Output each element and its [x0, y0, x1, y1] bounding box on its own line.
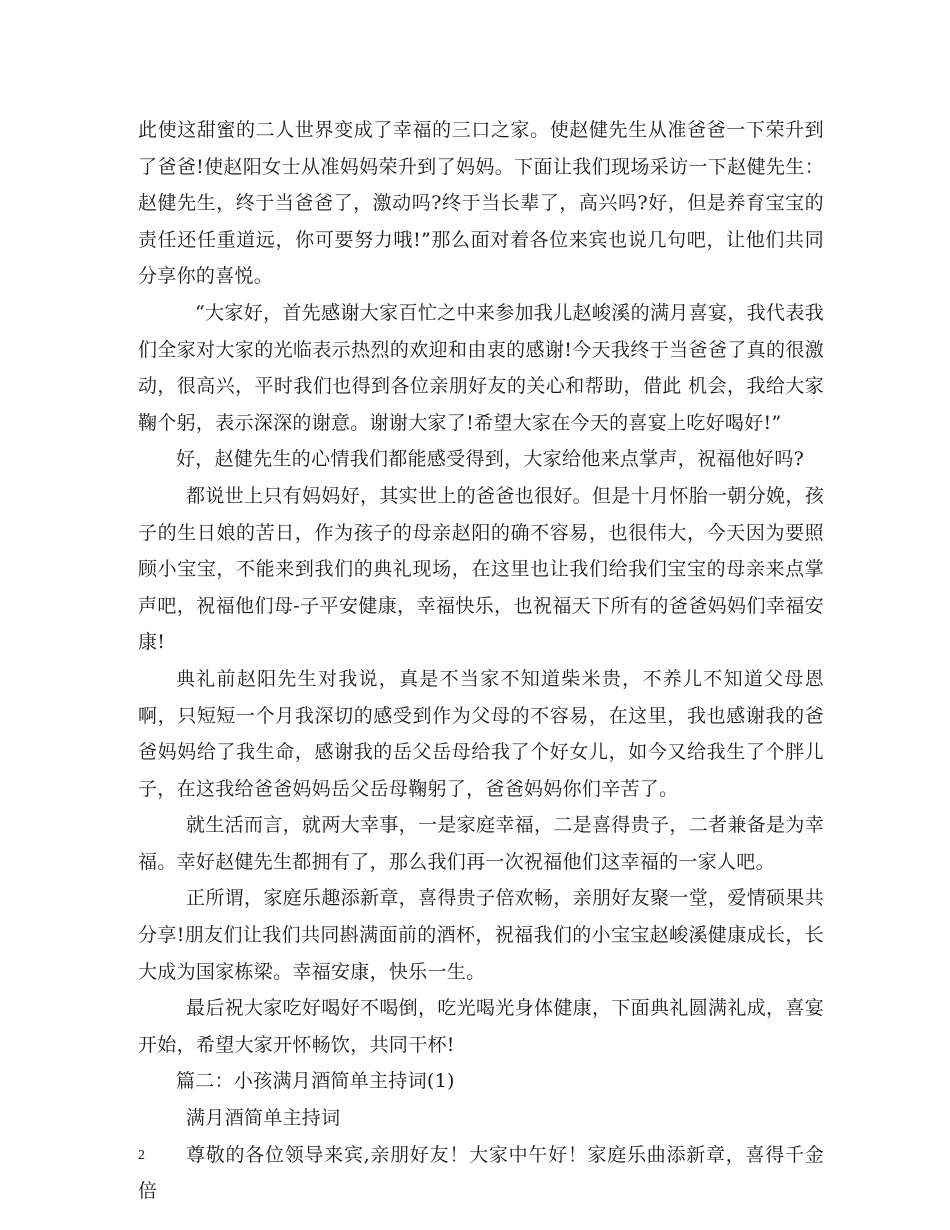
paragraph-8: 最后祝大家吃好喝好不喝倒，吃光喝光身体健康，下面典礼圆满礼成，喜宴开始，希望大家开怀畅饮，共同干杯! [138, 997, 824, 1056]
paragraph-9: 尊敬的各位领导来宾,亲朋好友！大家中午好！家庭乐曲添新章，喜得千金倍 [138, 1143, 824, 1203]
section-heading: 篇二：小孩满月酒简单主持词(1) [176, 1070, 455, 1093]
subsection-title: 满月酒简单主持词 [186, 1107, 341, 1130]
paragraph-6: 就生活而言，就两大幸事，一是家庭幸福，二是喜得贵子，二者兼备是为幸福。幸好赵健先生都拥有了，那么我们再一次祝福他们这幸福的一家人吧。 [138, 814, 824, 873]
paragraph-5: 典礼前赵阳先生对我说，真是不当家不知道柴米贵，不养儿不知道父母恩啊，只短短一个月我深切的感受到作为父母的不容易，在这里，我也感谢我的爸爸妈妈给了我生命，感谢我的岳父岳母给我了个好女儿，如今又给我生了个胖儿子，在这我给爸爸妈妈岳父岳母鞠躬了，爸爸妈妈你们辛苦了。 [138, 667, 824, 800]
paragraph-1: 此使这甜蜜的二人世界变成了幸福的三口之家。使赵健先生从准爸爸一下荣升到了爸爸!使赵阳女士从准妈妈荣升到了妈妈。下面让我们现场采访一下赵健先生：赵健先生，终于当爸爸了，激动吗?终于当长辈了，高兴吗?好，但是养育宝宝的责任还任重道远，你可要努力哦!”那么面对着各位来宾也说几句吧，让他们共同分享你的喜悦。 [138, 119, 824, 288]
paragraph-7: 正所谓，家庭乐趣添新章，喜得贵子倍欢畅，亲朋好友聚一堂，爱情硕果共分享!朋友们让我们共同斟满面前的酒杯，祝福我们的小宝宝赵峻溪健康成长，长大成为国家栋梁。幸福安康，快乐一生。 [138, 887, 824, 983]
paragraph-4: 都说世上只有妈妈好，其实世上的爸爸也很好。但是十月怀胎一朝分娩，孩子的生日娘的苦日，作为孩子的母亲赵阳的确不容易，也很伟大，今天因为要照顾小宝宝，不能来到我们的典礼现场，在这里也让我们给我们宝宝的母亲来点掌声吧，祝福他们母-子平安健康，幸福快乐，也祝福天下所有的爸爸妈妈们幸福安康! [138, 484, 824, 654]
document-body [138, 112, 824, 1210]
page-number: 2 [138, 1148, 145, 1163]
paragraph-2: “大家好，首先感谢大家百忙之中来参加我儿赵峻溪的满月喜宴，我代表我们全家对大家的光临表示热烈的欢迎和由衷的感谢!今天我终于当爸爸了真的很激动，很高兴，平时我们也得到各位亲朋好友的关心和帮助，借此 机会，我给大家鞠个躬，表示深深的谢意。谢谢大家了!希望大家在今天的喜宴上吃好喝好!” [138, 301, 824, 434]
paragraph-3: 好，赵健先生的心情我们都能感受得到，大家给他来点掌声，祝福他好吗? [176, 448, 805, 471]
